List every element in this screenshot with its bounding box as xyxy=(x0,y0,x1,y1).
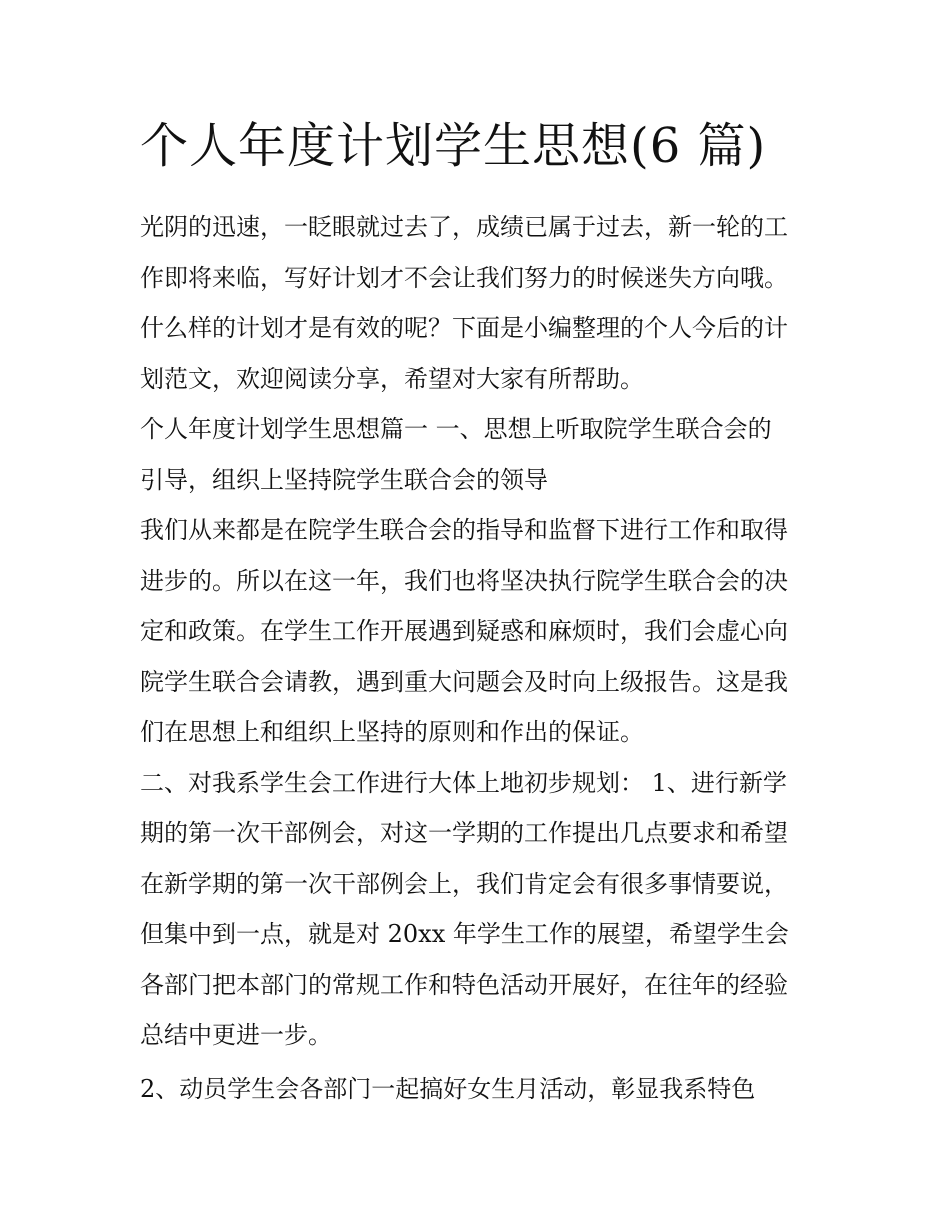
text-line: 二、对我系学生会工作进行大体上地初步规划： 1、进行新学 xyxy=(140,768,787,797)
text-line: 作即将来临，写好计划才不会让我们努力的时候迷失方向哦。 xyxy=(140,263,788,292)
paragraph-section-two xyxy=(140,758,818,1061)
text-line: 我们从来都是在院学生联合会的指导和监督下进行工作和取得 xyxy=(140,516,788,544)
document-title: 个人年度计划学生思想(6 篇) xyxy=(140,118,767,174)
paragraph-item-two xyxy=(140,1064,818,1115)
text-line: 引导，组织上坚持院学生联合会的领导 xyxy=(140,465,548,494)
text-line: 个人年度计划学生思想篇一 一、思想上听取院学生联合会的 xyxy=(140,415,772,443)
text-line: 总结中更进一步。 xyxy=(140,1021,332,1049)
text-line: 2、动员学生会各部门一起搞好女生月活动，彰显我系特色 xyxy=(140,1074,756,1103)
paragraph-section-one-heading xyxy=(140,404,818,505)
text-line: 各部门把本部门的常规工作和特色活动开展好，在往年的经验 xyxy=(140,970,788,999)
text-line: 进步的。所以在这一年，我们也将坚决执行院学生联合会的决 xyxy=(140,566,788,595)
text-line: 光阴的迅速，一眨眼就过去了，成绩已属于过去，新一轮的工 xyxy=(140,213,788,241)
document-body xyxy=(140,202,818,1114)
text-line: 院学生联合会请教，遇到重大问题会及时向上级报告。这是我 xyxy=(140,667,788,696)
text-line: 定和政策。在学生工作开展遇到疑惑和麻烦时，我们会虚心向 xyxy=(140,617,788,645)
text-line: 们在思想上和组织上坚持的原则和作出的保证。 xyxy=(140,718,644,746)
text-line: 什么样的计划才是有效的呢？下面是小编整理的个人今后的计 xyxy=(140,314,788,342)
text-line: 期的第一次干部例会，对这一学期的工作提出几点要求和希望 xyxy=(140,819,788,847)
text-line: 划范文，欢迎阅读分享，希望对大家有所帮助。 xyxy=(140,364,644,393)
paragraph-intro xyxy=(140,202,818,404)
text-line: 在新学期的第一次干部例会上，我们肯定会有很多事情要说， xyxy=(140,869,788,898)
text-line: 但集中到一点，就是对 20xx 年学生工作的展望，希望学生会 xyxy=(140,920,789,948)
paragraph-section-one-body xyxy=(140,505,818,758)
